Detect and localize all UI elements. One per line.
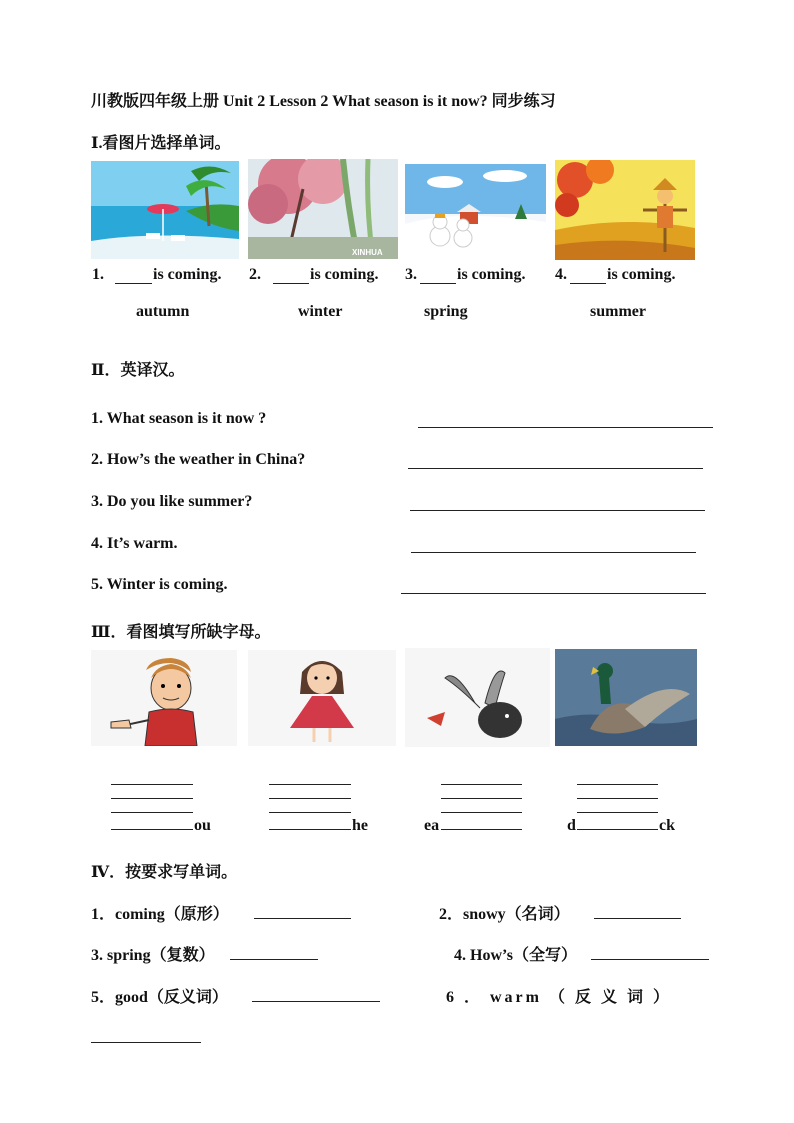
item-3-text: is coming. — [457, 266, 526, 283]
section-4-heading: Ⅳ．按要求写单词。 — [91, 864, 238, 881]
word-answer-3[interactable] — [230, 959, 318, 960]
blank-4[interactable] — [570, 283, 606, 284]
blank-3[interactable] — [420, 283, 456, 284]
winter-snow-image — [405, 164, 546, 258]
letter-line-3a[interactable] — [441, 784, 522, 785]
word-task-2: 2．snowy（名词） — [439, 906, 570, 923]
letter-line-4c[interactable] — [577, 812, 658, 813]
letter-blank-1[interactable] — [111, 829, 193, 830]
item-3-number: 3. — [405, 266, 417, 283]
word-task-6: 6 ． warm （ 反 义 词 ） — [446, 989, 672, 1006]
letter-blank-4[interactable] — [577, 829, 658, 830]
fragment-3-pre: ea — [424, 817, 440, 834]
fragment-4-pre: d — [567, 817, 576, 834]
letter-line-4a[interactable] — [577, 784, 658, 785]
letter-blank-3[interactable] — [441, 829, 522, 830]
word-answer-6[interactable] — [91, 1042, 201, 1043]
letter-blank-2[interactable] — [269, 829, 351, 830]
letter-line-1c[interactable] — [111, 812, 193, 813]
section-3-heading: Ⅲ．看图填写所缺字母。 — [91, 624, 271, 641]
letter-line-2c[interactable] — [269, 812, 351, 813]
letter-line-1a[interactable] — [111, 784, 193, 785]
item-4-number: 4. — [555, 266, 567, 283]
fragment-2-post: he — [352, 817, 368, 834]
blank-1[interactable] — [115, 283, 152, 284]
girl-image — [248, 650, 396, 746]
letter-line-4b[interactable] — [577, 798, 658, 799]
section-1-heading: Ⅰ.看图片选择单词。 — [91, 135, 231, 152]
item-2-text: is coming. — [310, 266, 379, 283]
word-spring: spring — [424, 303, 468, 320]
word-answer-4[interactable] — [591, 959, 709, 960]
svg-text:XINHUA: XINHUA — [352, 248, 383, 257]
page-title: 川教版四年级上册 Unit 2 Lesson 2 What season is it now? 同步练习 — [91, 93, 556, 110]
word-summer: summer — [590, 303, 646, 320]
word-task-1: 1．coming（原形） — [91, 906, 229, 923]
translate-answer-4[interactable] — [411, 552, 696, 553]
rabbit-ear-image — [405, 648, 550, 747]
section-2-heading: Ⅱ．英译汉。 — [91, 362, 185, 379]
translate-answer-2[interactable] — [408, 468, 703, 469]
letter-line-1b[interactable] — [111, 798, 193, 799]
translate-answer-1[interactable] — [418, 427, 713, 428]
summer-beach-image — [91, 161, 239, 259]
word-winter: winter — [298, 303, 343, 320]
spring-blossom-image — [248, 159, 398, 259]
translate-answer-3[interactable] — [410, 510, 705, 511]
duck-image — [555, 649, 697, 746]
word-task-5: 5．good（反义词） — [91, 989, 228, 1006]
translate-item-3: 3. Do you like summer? — [91, 493, 253, 510]
translate-answer-5[interactable] — [401, 593, 706, 594]
word-task-4: 4. How’s（全写） — [454, 947, 577, 964]
word-answer-5[interactable] — [252, 1001, 380, 1002]
translate-item-5: 5. Winter is coming. — [91, 576, 228, 593]
letter-line-2a[interactable] — [269, 784, 351, 785]
item-1-text: is coming. — [153, 266, 222, 283]
fragment-1-post: ou — [194, 817, 211, 834]
word-answer-2[interactable] — [594, 918, 681, 919]
item-1-number: 1. — [92, 266, 104, 283]
word-task-3: 3. spring（复数） — [91, 947, 215, 964]
translate-item-2: 2. How’s the weather in China? — [91, 451, 306, 468]
letter-line-2b[interactable] — [269, 798, 351, 799]
translate-item-4: 4. It’s warm. — [91, 535, 178, 552]
word-answer-1[interactable] — [254, 918, 351, 919]
fragment-4-post: ck — [659, 817, 675, 834]
letter-line-3b[interactable] — [441, 798, 522, 799]
item-2-number: 2. — [249, 266, 261, 283]
autumn-scarecrow-image — [555, 160, 695, 260]
item-4-text: is coming. — [607, 266, 676, 283]
blank-2[interactable] — [273, 283, 309, 284]
translate-item-1: 1. What season is it now ? — [91, 410, 267, 427]
boy-pointing-image — [91, 650, 237, 746]
letter-line-3c[interactable] — [441, 812, 522, 813]
word-autumn: autumn — [136, 303, 190, 320]
